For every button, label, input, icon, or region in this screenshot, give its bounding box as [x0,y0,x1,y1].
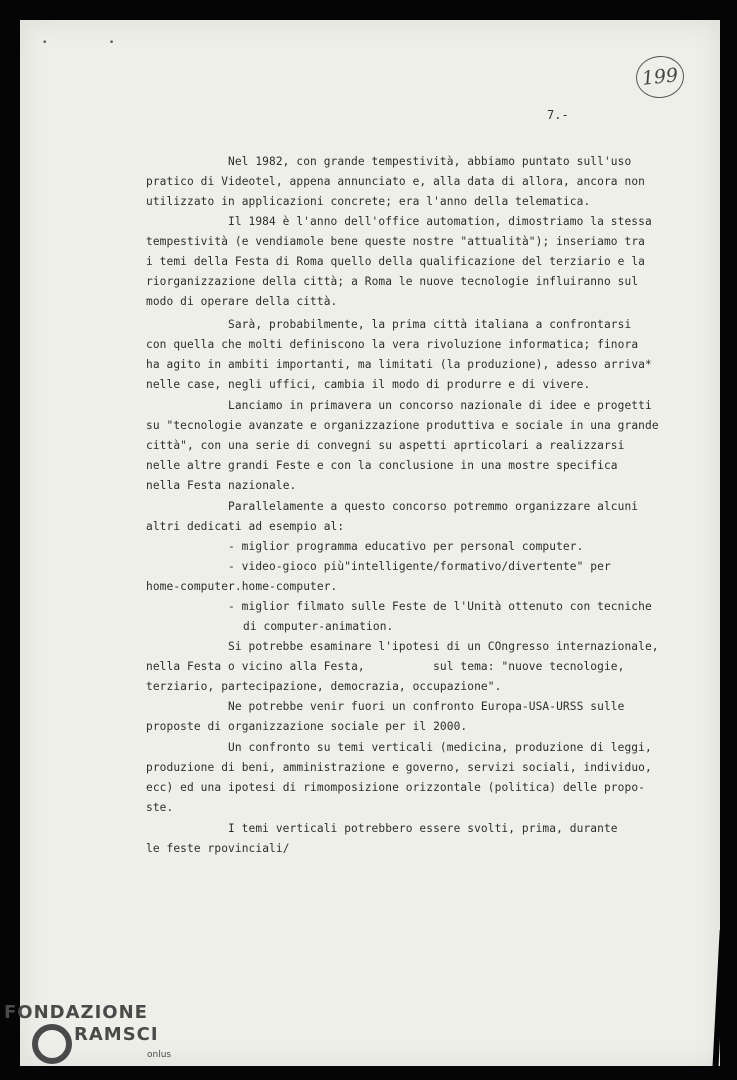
text-line: Si potrebbe esaminare l'ipotesi di un COngresso internazionale, [228,640,659,653]
text-line: con quella che molti definiscono la vera rivoluzione informatica; finora [146,338,639,351]
text-line: nella Festa nazionale. [146,479,297,492]
text-line: nelle altre grandi Feste e con la conclusione in una mostre specifica [146,459,618,472]
text-line: nella Festa o vicino alla Festa, sul tema: "nuove tecnologie, [146,660,625,673]
text-line: di computer-animation. [243,620,394,633]
logo-line-3: onlus [147,1050,172,1060]
text-line: tempestività (e vendiamole bene queste nostre "attualità"); inseriamo tra [146,235,645,248]
text-line: utilizzato in applicazioni concrete; era l'anno della telematica. [146,195,591,208]
text-line: Un confronto su temi verticali (medicina, produzione di leggi, [228,741,652,754]
text-line: Parallelamente a questo concorso potremmo organizzare alcuni [228,500,639,513]
text-line: - miglior filmato sulle Feste de l'Unità ottenuto con tecniche [228,600,652,613]
text-line: produzione di beni, amministrazione e governo, servizi sociali, individuo, [146,761,652,774]
punch-holes: • • [42,38,143,48]
text-line: su "tecnologie avanzate e organizzazione produttiva e sociale in una grande [146,419,659,432]
text-line: i temi della Festa di Roma quello della qualificazione del terziario e la [146,255,645,268]
text-line: ha agito in ambiti importanti, ma limitati (la produzione), adesso arriva* [146,358,652,371]
text-line: terziario, partecipazione, democrazia, occupazione". [146,680,502,693]
text-line: Sarà, probabilmente, la prima città italiana a confrontarsi [228,318,632,331]
text-line: - miglior programma educativo per personal computer. [228,540,584,553]
fondazione-gramsci-logo [4,1002,184,1072]
logo-line-2: RAMSCI [74,1024,159,1045]
text-line: Lanciamo in primavera un concorso nazionale di idee e progetti [228,399,652,412]
text-line: ste. [146,801,174,814]
text-line: le feste rpovinciali/ [146,842,290,855]
archive-stamp: 199 [634,54,686,101]
text-line: nelle case, negli uffici, cambia il modo di produrre e di vivere. [146,378,591,391]
text-line: riorganizzazione della città; a Roma le nuove tecnologie influiranno sul [146,275,639,288]
text-line: Nel 1982, con grande tempestività, abbiamo puntato sull'uso [228,155,632,168]
text-line: - video-gioco più"intelligente/formativo/divertente" per [228,560,611,573]
text-line: modo di operare della città. [146,295,338,308]
text-line: città", con una serie di convegni su aspetti aprticolari a realizzarsi [146,439,625,452]
text-line: pratico di Videotel, appena annunciato e, alla data di allora, ancora non [146,175,645,188]
text-line: Il 1984 è l'anno dell'office automation, dimostriamo la stessa [228,215,652,228]
text-line: Ne potrebbe venir fuori un confronto Europa-USA-URSS sulle [228,700,625,713]
text-line: ecc) ed una ipotesi di rimomposizione orizzontale (politica) delle propo- [146,781,645,794]
page-number: 7.- [547,108,569,122]
logo-g-circle-icon [32,1024,72,1064]
text-line: home-computer.home-computer. [146,580,338,593]
text-line: altri dedicati ad esempio al: [146,520,345,533]
text-line: I temi verticali potrebbero essere svolti, prima, durante [228,822,618,835]
text-line: proposte di organizzazione sociale per il 2000. [146,720,468,733]
logo-line-1: FONDAZIONE [4,1002,148,1023]
